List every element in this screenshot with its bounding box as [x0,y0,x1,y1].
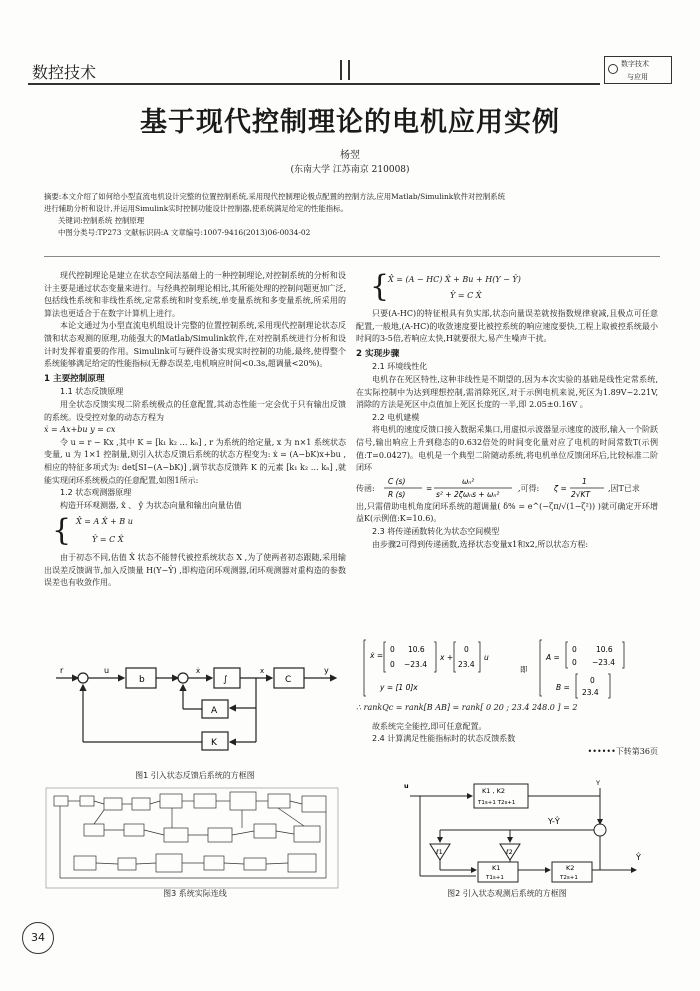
svg-text:0: 0 [464,645,469,654]
svg-text:0: 0 [390,645,395,654]
fig1-label-xdot: ẋ [196,667,201,675]
paragraph: 故系统完全能控,即可任意配置。 [372,721,487,731]
svg-text:ẋ =: ẋ = [370,651,384,660]
svg-text:=: = [426,483,433,493]
svg-text:u: u [484,653,489,662]
rank-equation: ∴ rankQc = rank[B AB] = rank[ 0 20 ; 23.4 248.0 ] = 2 [356,703,578,712]
fig1-block-a: A [211,706,218,716]
continued-note: ••••••下转第36页 [587,746,658,756]
fig2-label-yhat: Ŷ [636,853,641,862]
fig2-block-k2-denominator: T2s+1 [560,875,578,881]
right-column [356,270,658,551]
right-column-lower [356,702,658,758]
equation: ẋ = Ax+bu y = cx [44,425,116,435]
figure-1-caption: 图1 引入状态反馈后系统的方框图 [135,771,255,780]
closed-loop-observer-equation: { X̂̇ = (A − HC) X̂ + Bu + H(Y − Ŷ) Ŷ = C X̂ [370,269,521,304]
header-bars [340,60,356,84]
paragraph: 由步骤2可得到传递函数,选择状态变量x1和x2,所以状态方程: [372,539,589,549]
section-label: 数控技术 [32,63,97,82]
subsection-heading: 2.3 将传递函数转化为状态空间模型 [372,526,500,536]
svg-text:23.4: 23.4 [458,660,475,669]
paragraph: 出,只需借助电机角度闭环系统的超调量( δ% = e^(−ζπ/√(1−ζ²)) )就可确定开环增益K(示例值:K=10.6)。 [356,501,658,524]
transfer-function-line: 传函: C (s) R (s) = ωₙ² s² + 2ζωₙs + ωₙ² ζ = 1 2√KT ,可得: ,因T已求 [356,475,658,501]
svg-text:s² + 2ζωₙs + ωₙ²: s² + 2ζωₙs + ωₙ² [436,489,500,499]
fig1-label-y: y [324,666,329,675]
svg-text:2√KT: 2√KT [571,489,591,499]
svg-text:0: 0 [572,645,577,654]
fig1-label-r: r [60,666,64,675]
fig2-label-u: u [404,782,409,790]
subsection-heading: 2.1 环境线性化 [372,362,428,372]
svg-text:0: 0 [572,658,577,667]
fig1-label-u: u [104,666,110,675]
fig2-block-k1-denominator: T1s+1 [486,875,504,881]
journal-logo: 数字技术 与应用 [604,56,672,84]
paragraph: 令 u = r − Kx ,其中 K = [k₁ k₂ … kₙ] , r 为系统的给定量, x 为 n×1 系统状态变量, u 为 1×1 控制量,则引入状态反馈后系统的状态方程变为: ẋ = (A−bK)x+bu ,相应的特征多项式为: det[SI−(A−bK)] ,调节状态反馈阵 K 的元素 [k₁ k₂ … kₙ] ,就能实现闭环系统极点的任意配置,如图1所示: [44,437,346,485]
classification: 中图分类号:TP273 文献标识码:A 文章编号:1007-9416(2013)06-0034-02 [58,228,311,237]
figure-2-caption: 图2 引入状态观测后系统的方框图 [447,889,567,898]
svg-text:ωₙ²: ωₙ² [462,476,475,486]
paragraph: 本论文通过为小型直流电机组设计完整的位置控制系统,采用现代控制理论状态反馈和状态观测的原理,功能强大的Matlab/Simulink软件,在对控制系统进行分析和设计时发挥着重要的作用。Simulink可与硬件设备实现实时控制的功能,最终,使得整个系统能够满足给定的性能指标(无静态误差,电机响应时间<0.3s,超调量<20%)。 [44,321,346,369]
fig1-block-b: b [139,675,145,685]
fig2-gain-l2: ℓ2 [506,848,513,856]
fig2-block-k1: K1 [492,864,501,872]
paragraph: 将电机的速度反馈口接入数据采集口,用虚拟示波器显示速度的波形,输入一个阶跃信号,输出响应上升到稳态的0.632倍处的时间变化量对应了电机的时间常数T(示例值:T=0.0427)。电机是一个典型二阶随动系统,将电机单位反馈闭环后,比较标准二阶闭环 [356,425,658,473]
fig1-block-c: C [285,675,292,685]
svg-text:23.4: 23.4 [582,688,599,697]
fig2-gain-l1: ℓ1 [436,848,443,856]
state-space-matrices [360,636,660,700]
svg-text:0: 0 [590,676,595,685]
figure-2-observer-diagram [400,778,650,888]
paragraph: 电机存在死区特性,这种非线性是不期望的,因为本次实验的基础是线性定常系统,在实际控制中为达到理想控制,需消除死区,对于示例电机来说,死区为1.89V~2.21V,消除的方法是死区中点值加上死区长度的一半,即 2.05±0.16V 。 [356,374,658,410]
journal-logo-icon [608,64,618,74]
paragraph: 用全状态反馈实现二阶系统极点的任意配置,其动态性能一定会优于只有输出反馈的系统。设受控对象的动态方程为 [44,399,346,422]
page-number: 34 [22,922,54,954]
svg-text:−23.4: −23.4 [404,660,427,669]
svg-text:1: 1 [582,476,587,486]
fig2-label-error: Y-Ŷ [548,817,560,826]
fig1-block-integral: ∫ [223,675,228,685]
svg-text:10.6: 10.6 [596,645,613,654]
svg-text:0: 0 [390,660,395,669]
subsection-heading: 1.1 状态反馈原理 [60,387,124,397]
paragraph: 构造开环观测器, x̂ 、 ŷ 为状态向量和输出向量估值 [60,500,242,510]
fig2-label-y: Y [596,779,600,787]
observer-equation: { X̂̇ = A X̂ + B u Ŷ = C X̂ [52,513,133,549]
subsection-heading: 2.2 电机建模 [372,412,420,422]
abstract-line: 进行辅助分析和设计,并运用Simulink实时控制功能设计控制器,使系统满足给定的性能指标。 [44,204,348,213]
subsection-heading: 1.2 状态观测器原理 [60,488,132,498]
fig2-block-plant: K1 , K2 [482,787,505,795]
fig1-block-k: K [211,738,217,748]
abstract-line: 摘要:本文介绍了如何给小型直流电机设计完整的位置控制系统,采用现代控制理论极点配置的控制方法,应用Matlab/Simulink软件对控制系统 [44,192,505,201]
svg-text:A =: A = [546,653,560,662]
svg-text:ζ =: ζ = [554,483,567,493]
figure-1-block-diagram [56,662,338,762]
svg-text:y = [1 0]x: y = [1 0]x [380,683,418,692]
svg-text:R (s): R (s) [388,489,406,499]
figure-3-caption: 图3 系统实际连线 [163,889,227,898]
subsection-heading: 2.4 计算满足性能指标时的状态反馈系数 [372,734,516,744]
svg-text:即: 即 [520,665,528,674]
fig1-label-x: x [260,667,265,675]
author: 杨翌 [340,150,360,161]
svg-text:C (s): C (s) [388,476,406,486]
divider [44,256,660,257]
paragraph: 由于初态不同,估值 X̂ 状态不能替代被控系统状态 X ,为了使两者初态跟随,采用输出误差反馈调节,加入反馈量 H(Y−Ŷ) ,即构造闭环观测器,闭环观测器对重构造的参数误差也有收敛作用。 [44,553,346,588]
figure-3-wiring [44,784,340,892]
section-heading: 1 主要控制原理 [44,373,105,384]
paragraph: 现代控制理论是建立在状态空间法基础上的一种控制理论,对控制系统的分析和设计主要是通过状态变量来进行。与经典控制理论相比,其所能处理的控制问题更加广泛,包括线性系统和非线性系统,定常系统和时变系统,单变量系统和多变量系统,所采用的算法也更适合于在数字计算机上进行。 [44,271,346,318]
svg-text:10.6: 10.6 [408,645,425,654]
svg-text:−23.4: −23.4 [592,658,615,667]
affiliation: (东南大学 江苏南京 210008) [290,165,410,175]
keywords: 关键词:控制系统 控制原理 [58,216,145,225]
header-rule [28,83,600,85]
page-title: 基于现代控制理论的电机应用实例 [140,107,560,138]
section-heading: 2 实现步骤 [356,348,400,359]
left-column [44,270,346,590]
abstract [44,191,660,239]
fig2-block-k2: K2 [566,864,575,872]
svg-text:x +: x + [440,653,454,662]
paragraph: 只要(A-HC)的特征根具有负实部,状态向量误差就按指数规律衰减,且极点可任意配置,一般地,(A-HC)的收敛速度要比被控系统的响应速度要快,工程上取被控系统最小时间的3-5倍,若响应太快,H就要很大,易产生噪声干扰。 [356,309,658,344]
fig2-block-plant-denominator: T1s+1 T2s+1 [478,800,516,806]
svg-text:B =: B = [556,683,570,692]
